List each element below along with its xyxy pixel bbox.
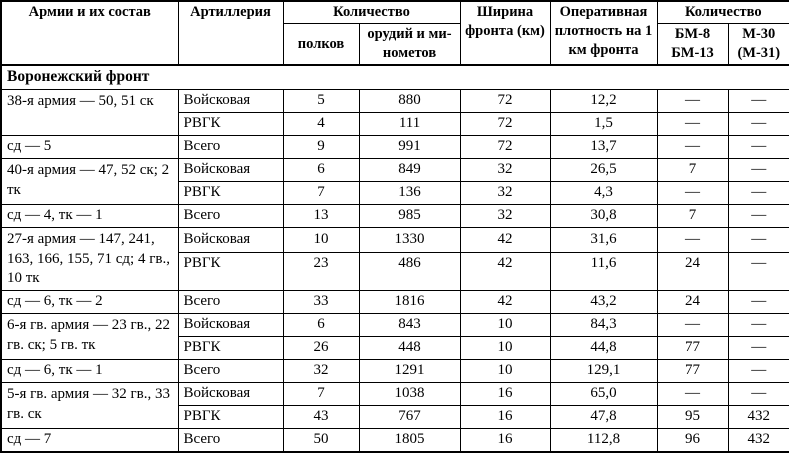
header-quantity-guns-group: Количество: [283, 1, 460, 24]
density-value: 1,5: [550, 112, 657, 135]
guns-value: 849: [359, 158, 460, 181]
army-name: 27-я армия — 147, 241, 163, 166, 155, 71 сд; 4 гв., 10 тк: [1, 227, 178, 290]
header-m30: М-30 (М-31): [728, 24, 789, 66]
front-width-value: 72: [460, 135, 550, 158]
guns-value: 880: [359, 89, 460, 112]
m30-value: —: [728, 112, 789, 135]
guns-value: 991: [359, 135, 460, 158]
front-width-value: 32: [460, 181, 550, 204]
artillery-type: РВГК: [178, 112, 283, 135]
regiments-value: 23: [283, 253, 359, 291]
summary-label: сд — 5: [1, 135, 178, 158]
front-width-value: 32: [460, 158, 550, 181]
table-row: [1, 204, 789, 227]
bm-value: —: [657, 383, 728, 406]
table-row: [1, 291, 789, 314]
table-row: [1, 135, 789, 158]
header-artillery: Артиллерия: [178, 1, 283, 65]
m30-value: —: [728, 158, 789, 181]
bm-value: —: [657, 135, 728, 158]
artillery-type: Войсковая: [178, 383, 283, 406]
summary-label: сд — 6, тк — 2: [1, 291, 178, 314]
front-width-value: 72: [460, 89, 550, 112]
guns-value: 1330: [359, 227, 460, 253]
bm-value: 7: [657, 204, 728, 227]
density-value: 31,6: [550, 227, 657, 253]
guns-value: 1038: [359, 383, 460, 406]
guns-value: 486: [359, 253, 460, 291]
artillery-type: Войсковая: [178, 314, 283, 337]
front-width-value: 42: [460, 227, 550, 253]
guns-value: 1816: [359, 291, 460, 314]
m30-value: —: [728, 314, 789, 337]
army-name: 40-я армия — 47, 52 ск; 2 тк: [1, 158, 178, 204]
density-value: 43,2: [550, 291, 657, 314]
artillery-type: РВГК: [178, 181, 283, 204]
m30-value: —: [728, 227, 789, 253]
artillery-type: Всего: [178, 429, 283, 452]
bm-value: 77: [657, 337, 728, 360]
m30-value: 432: [728, 429, 789, 452]
regiments-value: 33: [283, 291, 359, 314]
table-row: [1, 158, 789, 181]
front-width-value: 10: [460, 314, 550, 337]
density-value: 13,7: [550, 135, 657, 158]
header-regiments: полков: [283, 24, 359, 66]
front-width-value: 10: [460, 337, 550, 360]
regiments-value: 10: [283, 227, 359, 253]
bm-value: 24: [657, 253, 728, 291]
m30-value: —: [728, 360, 789, 383]
m30-value: —: [728, 337, 789, 360]
summary-label: сд — 6, тк — 1: [1, 360, 178, 383]
front-width-value: 16: [460, 406, 550, 429]
guns-value: 985: [359, 204, 460, 227]
front-width-value: 10: [460, 360, 550, 383]
guns-value: 111: [359, 112, 460, 135]
regiments-value: 7: [283, 181, 359, 204]
table-row: [1, 360, 789, 383]
front-width-value: 42: [460, 253, 550, 291]
artillery-type: Всего: [178, 135, 283, 158]
regiments-value: 6: [283, 158, 359, 181]
bm-value: —: [657, 227, 728, 253]
front-width-value: 72: [460, 112, 550, 135]
bm-value: 24: [657, 291, 728, 314]
m30-value: —: [728, 89, 789, 112]
artillery-type: РВГК: [178, 406, 283, 429]
density-value: 112,8: [550, 429, 657, 452]
front-width-value: 42: [460, 291, 550, 314]
regiments-value: 26: [283, 337, 359, 360]
header-guns-mortars: орудий и ми- нометов: [359, 24, 460, 66]
regiments-value: 5: [283, 89, 359, 112]
density-value: 30,8: [550, 204, 657, 227]
bm-value: 96: [657, 429, 728, 452]
density-value: 12,2: [550, 89, 657, 112]
front-width-value: 16: [460, 383, 550, 406]
density-value: 65,0: [550, 383, 657, 406]
artillery-type: Всего: [178, 291, 283, 314]
bm-value: —: [657, 314, 728, 337]
guns-value: 1291: [359, 360, 460, 383]
table-row: [1, 314, 789, 337]
guns-value: 767: [359, 406, 460, 429]
section-row: [1, 65, 789, 89]
table-row: [1, 429, 789, 452]
m30-value: —: [728, 291, 789, 314]
artillery-type: РВГК: [178, 253, 283, 291]
regiments-value: 7: [283, 383, 359, 406]
bm-value: 95: [657, 406, 728, 429]
m30-value: —: [728, 383, 789, 406]
density-value: 129,1: [550, 360, 657, 383]
table-row: [1, 227, 789, 253]
regiments-value: 6: [283, 314, 359, 337]
regiments-value: 43: [283, 406, 359, 429]
artillery-type: Войсковая: [178, 89, 283, 112]
header-row-1: [1, 1, 789, 24]
regiments-value: 32: [283, 360, 359, 383]
guns-value: 1805: [359, 429, 460, 452]
army-name: 5-я гв. армия — 32 гв., 33 гв. ск: [1, 383, 178, 429]
regiments-value: 50: [283, 429, 359, 452]
density-value: 44,8: [550, 337, 657, 360]
bm-value: 77: [657, 360, 728, 383]
front-width-value: 16: [460, 429, 550, 452]
m30-value: —: [728, 135, 789, 158]
summary-label: сд — 7: [1, 429, 178, 452]
guns-value: 448: [359, 337, 460, 360]
density-value: 26,5: [550, 158, 657, 181]
bm-value: 7: [657, 158, 728, 181]
density-value: 84,3: [550, 314, 657, 337]
density-value: 11,6: [550, 253, 657, 291]
regiments-value: 13: [283, 204, 359, 227]
guns-value: 843: [359, 314, 460, 337]
table-row: [1, 383, 789, 406]
header-density: Оперативная плотность на 1 км фронта: [550, 1, 657, 65]
regiments-value: 4: [283, 112, 359, 135]
artillery-type: РВГК: [178, 337, 283, 360]
density-value: 47,8: [550, 406, 657, 429]
header-front-width: Ширина фронта (км): [460, 1, 550, 65]
m30-value: —: [728, 253, 789, 291]
front-width-value: 32: [460, 204, 550, 227]
m30-value: 432: [728, 406, 789, 429]
artillery-type: Войсковая: [178, 158, 283, 181]
header-armies: Армии и их состав: [1, 1, 178, 65]
guns-value: 136: [359, 181, 460, 204]
army-name: 38-я армия — 50, 51 ск: [1, 89, 178, 135]
bm-value: —: [657, 112, 728, 135]
header-bm: БМ-8 БМ-13: [657, 24, 728, 66]
density-value: 4,3: [550, 181, 657, 204]
table-row: [1, 89, 789, 112]
regiments-value: 9: [283, 135, 359, 158]
summary-label: сд — 4, тк — 1: [1, 204, 178, 227]
army-name: 6-я гв. армия — 23 гв., 22 гв. ск; 5 гв. тк: [1, 314, 178, 360]
m30-value: —: [728, 204, 789, 227]
artillery-type: Войсковая: [178, 227, 283, 253]
header-quantity-rockets-group: Количество: [657, 1, 789, 24]
m30-value: —: [728, 181, 789, 204]
artillery-type: Всего: [178, 360, 283, 383]
section-front-title: Воронежский фронт: [1, 65, 789, 89]
bm-value: —: [657, 181, 728, 204]
artillery-type: Всего: [178, 204, 283, 227]
bm-value: —: [657, 89, 728, 112]
